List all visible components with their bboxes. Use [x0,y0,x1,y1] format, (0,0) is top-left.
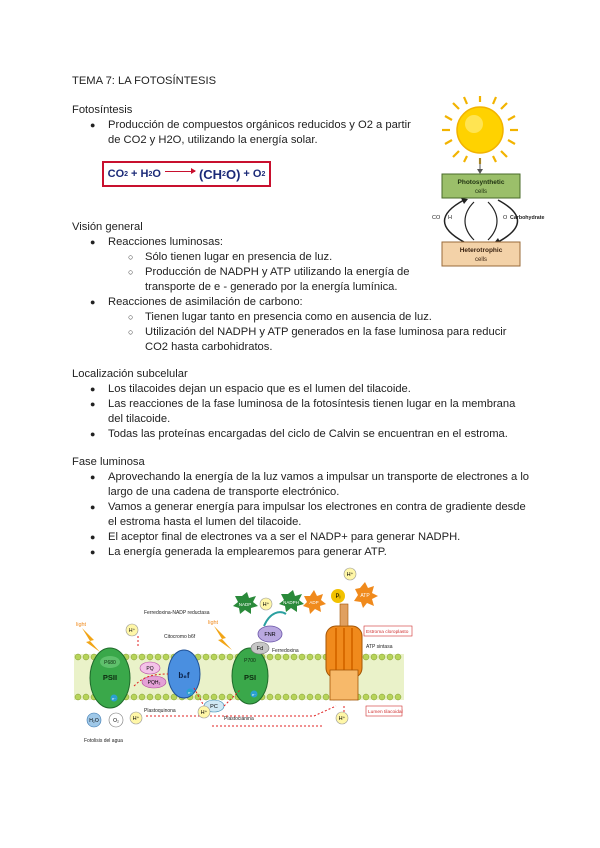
proton-label: H⁺ [200,710,208,716]
electron-label: e⁻ [188,691,192,695]
sub-bullet-marker: ○ [128,252,134,262]
atp-sintasa-label: ATP sintasa [366,644,393,650]
nadp-label: NADP [238,602,252,607]
sun-cells-diagram [424,96,545,266]
nadph-label: NADPH [283,600,299,605]
sub-bullet-marker: ○ [128,312,134,322]
fase-bullet3: El aceptor final de electrones va a ser el NADP+ para generar NADPH. [108,531,461,543]
bullet-marker: ● [90,120,96,130]
fase-bullet1-line1: Aprovechando la energía de la luz vamos a impulsar un transporte de electrones a lo [108,471,530,483]
o2-label: O₂ [113,718,119,724]
bullet-marker: ● [90,502,96,512]
fase-bullet2-line1: Vamos a generar energía para impulsar los electrones en contra de gradiente desde [108,501,526,513]
pq-label: PQ [146,666,154,672]
cytochrome-b6f-complex [168,650,200,698]
proton-label: H⁺ [346,572,354,578]
lumen-label: Lumen tilacoidal [368,710,403,715]
sun-icon [442,96,518,164]
thylakoid-membrane-diagram [74,566,409,750]
bullet-marker: ● [90,399,96,409]
bullet-marker: ● [90,384,96,394]
eq-sub: 2 [124,170,129,178]
localizacion-bullet1: Los tilacoides dejan un espacio que es el lumen del tilacoide. [108,383,411,395]
eq-sub: 2 [261,170,266,178]
photosynthetic-cells-label: cells [474,189,488,195]
bullet-marker: ● [90,547,96,557]
bullet-marker: ● [90,532,96,542]
fotosintesis-bullet-line1: Producción de compuestos orgánicos reducidos y O2 a partir [108,119,411,131]
eq-co2: CO [107,168,125,180]
proton-label: H⁺ [128,628,136,634]
adp-label: ADP [309,600,319,605]
sub-bullet-marker: ○ [128,327,134,337]
plastocianina-label: Plastocianina [224,716,254,722]
eq-sub: 2 [148,170,153,178]
carbohydrate-label: Carbohydrate [510,215,545,221]
o2-label: O [503,215,508,221]
eq-ch2o-tail: O) [225,166,241,182]
h2o-label: H [448,215,452,221]
p700-label: P700 [244,658,256,664]
vision-b2-sub1: Tienen lugar tanto en presencia como en ausencia de luz. [145,311,432,323]
vision-bullet2: Reacciones de asimilación de carbono: [108,296,303,308]
fase-bullet4: La energía generada la emplearemos para generar ATP. [108,546,387,558]
bullet-marker: ● [90,297,96,307]
fnr-label: FNR [264,632,276,638]
light-label-1: light [76,622,87,628]
ferredoxina-reductasa-label: Ferredoxina-NADP reductasa [144,610,210,616]
fase-bullet1-line2: largo de una cadena de transporte electrónico. [108,486,340,498]
electron-label: e⁻ [252,693,256,697]
section-heading-fotosintesis: Fotosíntesis [72,104,133,116]
plastoquinona-label: Plastoquinona [144,708,176,714]
proton-label: H⁺ [132,716,140,722]
eq-o2: + O [243,168,262,180]
localizacion-bullet3: Todas las proteínas encargadas del ciclo de Calvin se encuentran en el estroma. [108,428,508,440]
vision-b2-sub2-line2: CO2 hasta carbohidratos. [145,341,273,353]
vision-b1-sub2-line2: transporte de e - generado por la energía lumínica. [145,281,398,293]
fotolisis-label: Fotolisis del agua [84,738,123,744]
eq-sub: 2 [222,170,226,178]
heterotrophic-label: Heterotrophic [459,247,503,254]
b6f-label: b₆f [178,671,190,680]
photosynthesis-equation: CO 2 + H 2 O (CH 2 O) + O 2 [102,161,271,187]
section-heading-fase: Fase luminosa [72,456,145,468]
bullet-marker: ● [90,472,96,482]
phosphate-label: Pᵢ [335,594,341,600]
eq-arrow-icon [165,171,195,172]
section-heading-vision: Visión general [72,221,143,233]
proton-label: H⁺ [338,716,346,722]
psi-label: PSI [243,673,257,682]
pc-label: PC [210,704,218,710]
h2o-label: H₂O [89,718,99,724]
eq-ch2o: (CH [198,166,223,182]
section-heading-localizacion: Localización subcelular [72,368,188,380]
eq-h2o: + H [131,168,149,180]
light-icon [208,620,232,650]
electron-label: e⁻ [112,697,116,701]
localizacion-bullet2-line1: Las reacciones de la fase luminosa de la fotosíntesis tienen lugar en la membrana [108,398,516,410]
fd-label: Fd [256,646,264,652]
vision-b1-sub2-line1: Producción de NADPH y ATP utilizando la energía de [145,266,410,278]
fase-bullet2-line2: el estroma hasta el lumen del tilacoide. [108,516,302,528]
photosynthetic-label: Photosynthetic [457,179,505,186]
heterotrophic-cells-label: cells [474,257,488,263]
citocromo-label: Citocromo b6f [164,634,196,640]
bullet-marker: ● [90,237,96,247]
bullet-marker: ● [90,429,96,439]
fotosintesis-bullet-line2: de CO2 y H2O, utilizando la energía solar. [108,134,318,146]
localizacion-bullet2-line2: del tilacoide. [108,413,171,425]
vision-b2-sub2-line1: Utilización del NADPH y ATP generados en la fase luminosa para reducir [145,326,507,338]
estroma-label: Estroma cloroplasto [366,630,409,635]
page-title: TEMA 7: LA FOTOSÍNTESIS [72,75,217,87]
psii-label: PSII [102,673,118,682]
light-label-2: light [208,620,219,626]
proton-label: H⁺ [262,602,270,608]
vision-b1-sub1: Sólo tienen lugar en presencia de luz. [145,251,333,263]
p680-label: P680 [104,660,116,666]
vision-bullet1: Reacciones luminosas: [108,236,224,248]
atp-synthase [326,604,362,700]
co2-label: CO [432,215,441,221]
psii-complex [90,648,130,708]
light-icon [76,622,100,652]
pqh2-label: PQH₂ [147,680,161,686]
atp-label: ATP [360,593,370,599]
psi-complex [232,648,268,704]
ferredoxina-label: Ferredoxina [272,648,299,654]
sub-bullet-marker: ○ [128,267,134,277]
